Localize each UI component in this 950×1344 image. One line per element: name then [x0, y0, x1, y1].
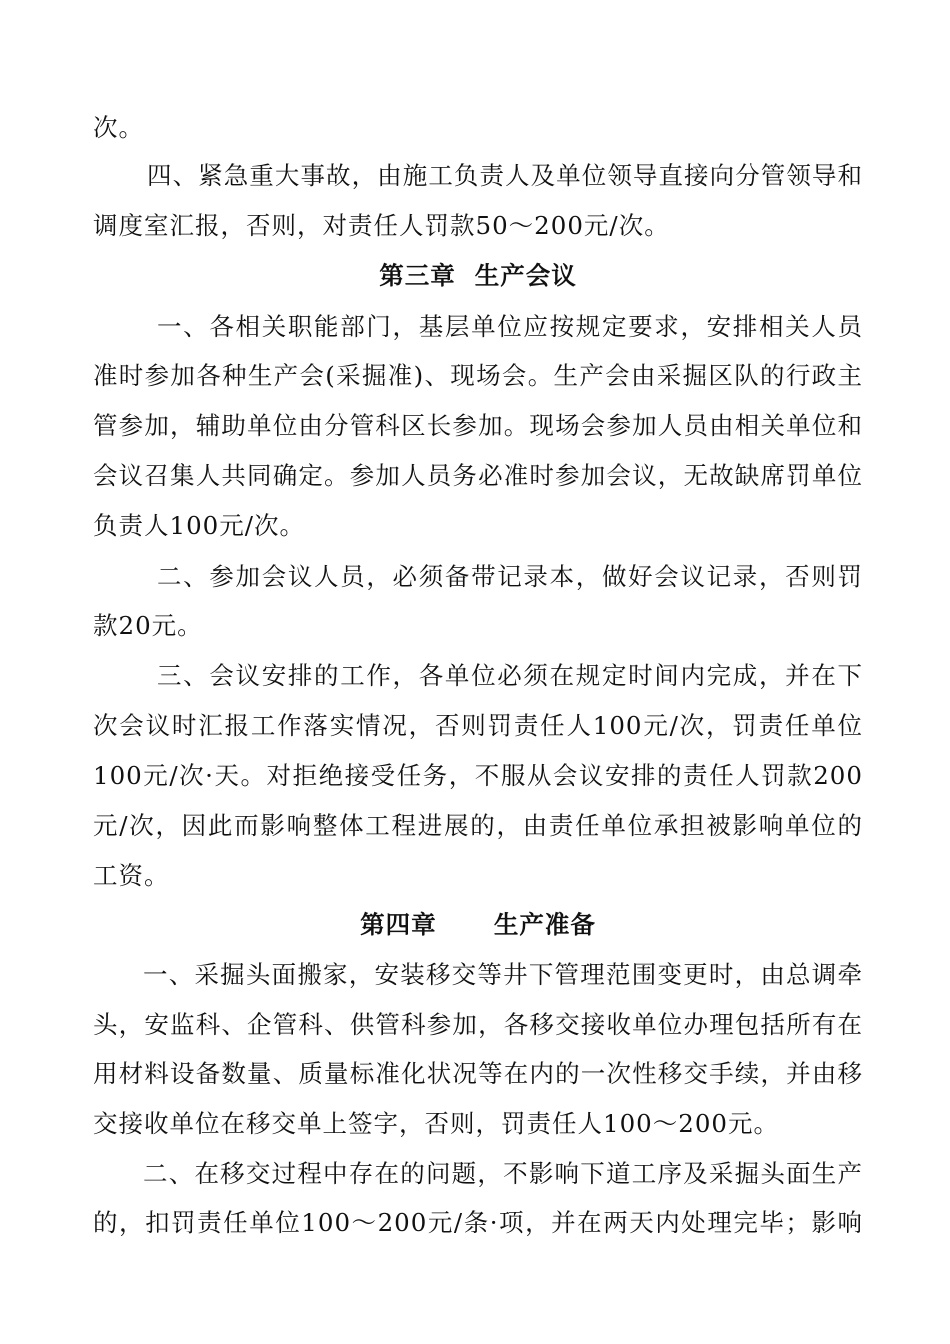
paragraph-line: 一、各相关职能部门，基层单位应按规定要求，安排相关人员: [157, 312, 863, 341]
paragraph-line: 元/次，因此而影响整体工程进展的，由责任单位承担被影响单位的: [93, 811, 863, 840]
paragraph-line: 用材料设备数量、质量标准化状况等在内的一次性移交手续，并由移: [93, 1059, 863, 1088]
paragraph-line: 二、参加会议人员，必须备带记录本，做好会议记录，否则罚: [157, 562, 863, 591]
paragraph-line: 四、紧急重大事故，由施工负责人及单位领导直接向分管领导和: [147, 161, 863, 190]
paragraph-line: 一、采掘头面搬家，安装移交等井下管理范围变更时，由总调牵: [143, 960, 863, 989]
paragraph-line: 会议召集人共同确定。参加人员务必准时参加会议，无故缺席罚单位: [93, 461, 863, 490]
paragraph-line: 款20元。: [93, 611, 203, 640]
paragraph-line: 100元/次·天。对拒绝接受任务，不服从会议安排的责任人罚款200: [93, 761, 863, 790]
paragraph-line: 三、会议安排的工作，各单位必须在规定时间内完成，并在下: [157, 661, 863, 690]
chapter-heading: 第四章 生产准备: [360, 910, 596, 939]
paragraph-line: 次。: [93, 113, 144, 142]
paragraph-line: 准时参加各种生产会(采掘准)、现场会。生产会由采掘区队的行政主: [93, 361, 863, 390]
paragraph-line: 管参加，辅助单位由分管科区长参加。现场会参加人员由相关单位和: [93, 411, 863, 440]
paragraph-line: 交接收单位在移交单上签字，否则，罚责任人100～200元。: [93, 1109, 780, 1138]
paragraph-line: 调度室汇报，否则，对责任人罚款50～200元/次。: [93, 211, 670, 240]
paragraph-line: 的，扣罚责任单位100～200元/条·项，并在两天内处理完毕；影响: [93, 1208, 863, 1237]
paragraph-line: 二、在移交过程中存在的问题，不影响下道工序及采掘头面生产: [143, 1159, 863, 1188]
paragraph-line: 次会议时汇报工作落实情况，否则罚责任人100元/次，罚责任单位: [93, 711, 863, 740]
paragraph-line: 头，安监科、企管科、供管科参加，各移交接收单位办理包括所有在: [93, 1010, 863, 1039]
paragraph-line: 工资。: [93, 861, 170, 890]
chapter-heading: 第三章 生产会议: [379, 261, 577, 290]
paragraph-line: 负责人100元/次。: [93, 511, 306, 540]
